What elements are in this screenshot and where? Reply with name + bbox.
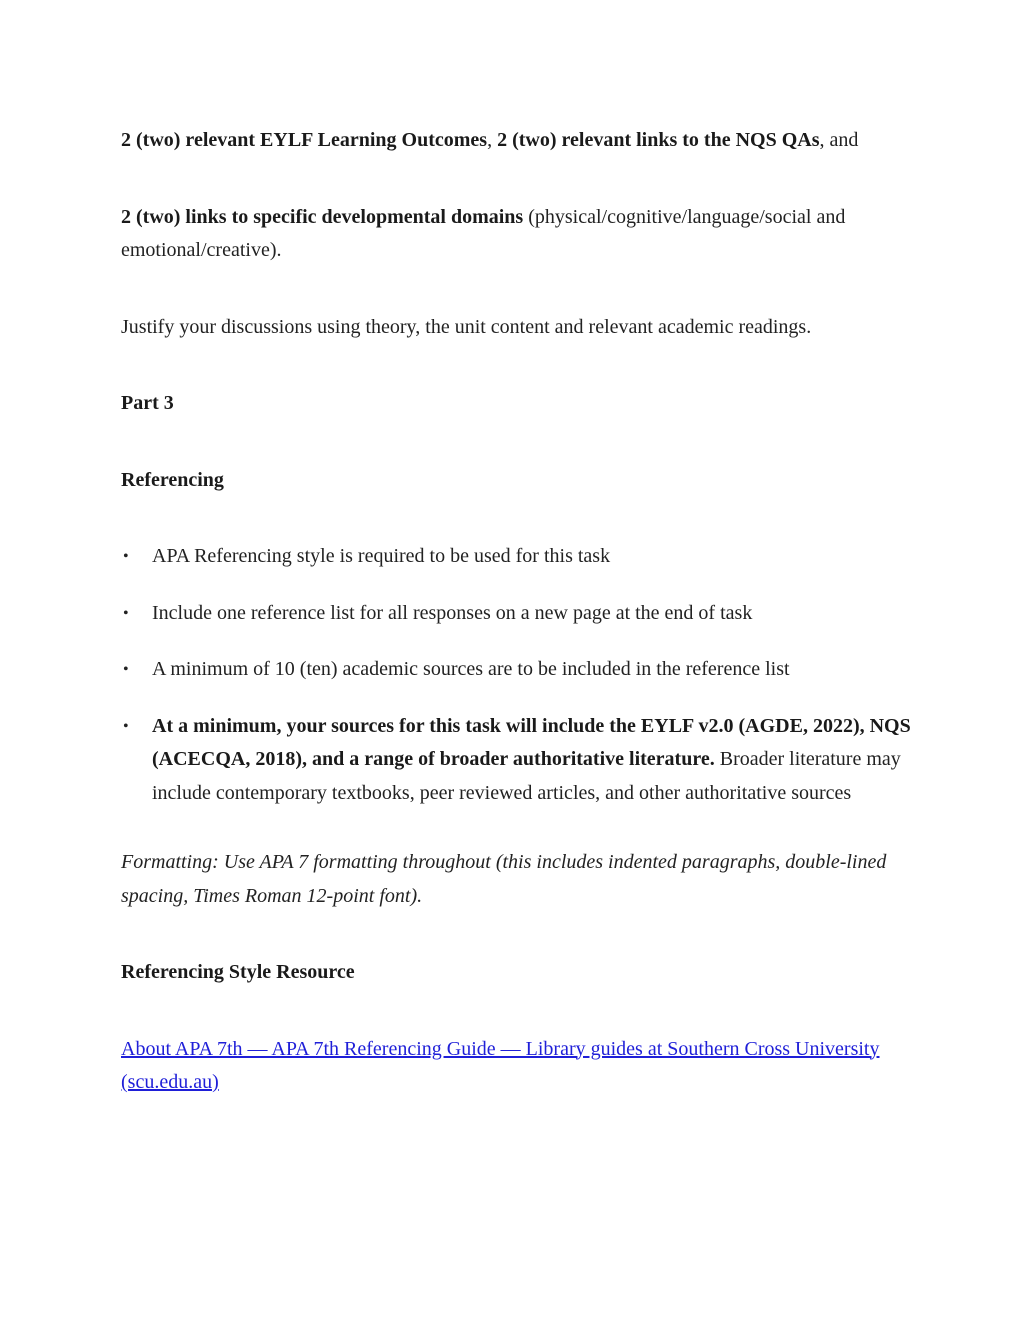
bullet-icon: • xyxy=(123,548,129,565)
domains-list-text: (physical/cognitive/language/social and emotional/creative). xyxy=(121,205,846,261)
list-item xyxy=(121,710,911,811)
part-3-heading: Part 3 xyxy=(121,392,174,414)
list-item xyxy=(121,653,911,687)
minimum-sources-bold-text: At a minimum, your sources for this task will include the EYLF v2.0 (AGDE, 2022), NQS (ACECQA, 2018), and a range of broader authoritative literature. xyxy=(152,714,911,770)
and-text: , and xyxy=(819,129,859,151)
apa-guide-link[interactable]: About APA 7th — APA 7th Referencing Guide — Library guides at Southern Cross University xyxy=(121,1037,880,1060)
formatting-note: Formatting: Use APA 7 formatting throughout (this includes indented paragraphs, double-lined spacing, Times Roman 12-point font). xyxy=(121,851,887,907)
list-item-text: Include one reference list for all responses on a new page at the end of task xyxy=(152,601,753,624)
learning-outcomes-paragraph xyxy=(121,124,911,158)
separator-text: , xyxy=(487,129,498,151)
domains-bold-text: 2 (two) links to specific developmental domains xyxy=(121,205,524,228)
list-item xyxy=(121,597,911,631)
developmental-domains-paragraph xyxy=(121,201,911,268)
list-item-text: A minimum of 10 (ten) academic sources are to be included in the reference list xyxy=(152,658,790,680)
justify-paragraph: Justify your discussions using theory, the unit content and relevant academic readings. xyxy=(121,315,812,338)
list-item xyxy=(121,540,911,574)
document-page xyxy=(121,124,911,1100)
referencing-style-resource-heading: Referencing Style Resource xyxy=(121,961,355,983)
eylf-outcomes-text: 2 (two) relevant EYLF Learning Outcomes xyxy=(121,129,488,151)
list-item-text: APA Referencing style is required to be used for this task xyxy=(152,545,611,567)
bullet-icon: • xyxy=(123,604,129,622)
bullet-icon: • xyxy=(123,717,129,735)
referencing-heading: Referencing xyxy=(121,468,224,491)
nqs-links-text: 2 (two) relevant links to the NQS QAs xyxy=(497,129,820,151)
scu-domain-link[interactable]: (scu.edu.au) xyxy=(121,1071,219,1093)
referencing-requirements-list xyxy=(121,540,911,810)
broader-literature-text: Broader literature may include contemporary textbooks, peer reviewed articles, and other authoritative sources xyxy=(152,748,901,804)
bullet-icon: • xyxy=(123,661,129,678)
resource-links xyxy=(121,1033,911,1100)
